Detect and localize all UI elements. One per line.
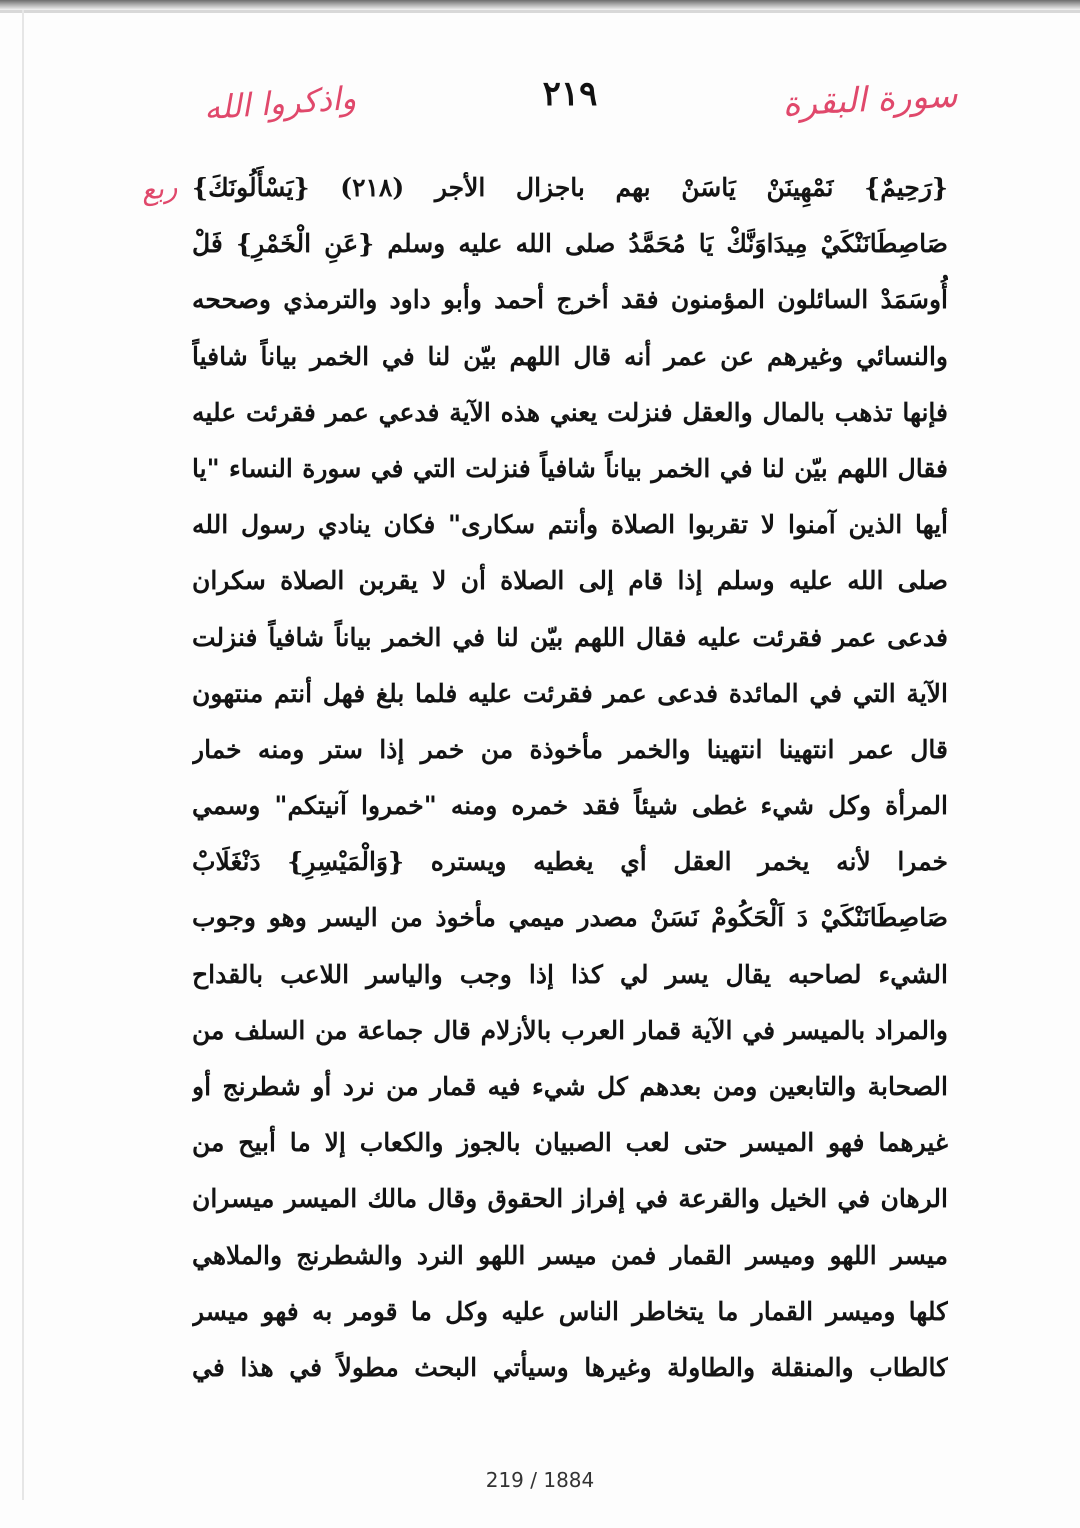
page-number: ٢١٩: [542, 74, 598, 114]
scan-top-edge-shadow: [0, 10, 1080, 13]
text-line: كالطاب والمنقلة والطاولة وغيرها وسيأتي البحث مطولاً في هذا في: [192, 1352, 948, 1382]
text-line: صَاصِطَانَنْكَيْ دَ اَلْحَكُومْ نَسَنْ مصدر ميمي مأخوذ من اليسر وهو وجوب: [192, 903, 948, 933]
text-line: صَاصِطَانَنْكَيْ مِيدَاوَنَّكْ يَا مُحَمَّدُ صلى الله عليه وسلم {عَنِ الْخَمْرِ} فَلْ: [192, 229, 948, 259]
text-line: المرأة وكل شيء غطى شيئاً فقد خمره ومنه "خمروا آنيتكم" وسمي: [192, 791, 948, 821]
text-line: والنسائي وغيرهم عن عمر أنه قال اللهم بيّن لنا في الخمر بياناً شافياً: [192, 341, 948, 371]
text-line: فإنها تذهب بالمال والعقل فنزلت يعني هذه الآية فدعي عمر فقرئت عليه: [192, 397, 948, 427]
text-line: فدعى عمر فقرئت عليه فقال اللهم بيّن لنا في الخمر بياناً شافياً فنزلت: [192, 622, 948, 652]
text-line: خمرا لأنه يخمر العقل أي يغطيه ويستره {وَالْمَيْسِرِ} دَنْغَلَابْ: [192, 847, 948, 877]
body-text: [192, 160, 948, 1396]
text-line: غيرهما فهو الميسر حتى لعب الصبيان بالجوز والكعاب إلا ما أبيح من: [192, 1128, 948, 1158]
text-line: الآية التي في المائدة فدعى عمر فقرئت عليه فلما بلغ فهل أنتم منتهون: [192, 678, 948, 708]
text-line: قال عمر انتهينا انتهينا والخمر مأخوذة من خمر إذا ستر ومنه خمار: [192, 734, 948, 764]
surah-name-annotation: سورة البقرة: [781, 75, 959, 125]
scan-top-edge: [0, 0, 1080, 10]
text-line: {رَحِيمٌ} نَمْهِينَنْ يَاسَنْ بهم باجزال الأجر (٢١٨) {يَسْأَلُونَكَ}: [192, 173, 948, 202]
text-line: الصحابة والتابعين ومن بعدهم كل شيء فيه قمار من نرد أو شطرنج أو: [192, 1072, 948, 1101]
text-line: الرهان في الخيل والقرعة في إفراز الحقوق وقال مالك الميسر ميسران: [192, 1184, 948, 1214]
scan-left-edge: [22, 10, 24, 1500]
text-line: فقال اللهم بيّن لنا في الخمر بياناً شافياً فنزلت التي في سورة النساء "يا: [192, 453, 948, 483]
page-counter: 219 / 1884: [485, 1468, 595, 1492]
text-line: كلها وميسر القمار ما يتخاطر الناس عليه وكل ما قومر به فهو ميسر: [192, 1296, 948, 1326]
text-line: الشيء لصاحبه يقال يسر لي كذا إذا وجب والياسر اللاعب بالقداح: [192, 959, 948, 989]
margin-note-rub: ربع: [138, 169, 180, 208]
text-line: والمراد بالميسر في الآية قمار العرب بالأزلام قال جماعة من السلف من: [192, 1015, 948, 1045]
text-line: صلى الله عليه وسلم إذا قام إلى الصلاة أن لا يقربن الصلاة سكران: [192, 566, 948, 596]
catchword-annotation: واذكروا الله: [202, 78, 358, 128]
text-line: أُوسَمَدْ السائلون المؤمنون فقد أخرج أحمد وأبو داود والترمذي وصححه: [192, 285, 948, 315]
text-line: أيها الذين آمنوا لا تقربوا الصلاة وأنتم سكارى" فكان ينادي رسول الله: [192, 510, 948, 540]
text-line: ميسر اللهو وميسر القمار فمن ميسر اللهو النرد والشطرنج والملاهي: [192, 1240, 948, 1270]
